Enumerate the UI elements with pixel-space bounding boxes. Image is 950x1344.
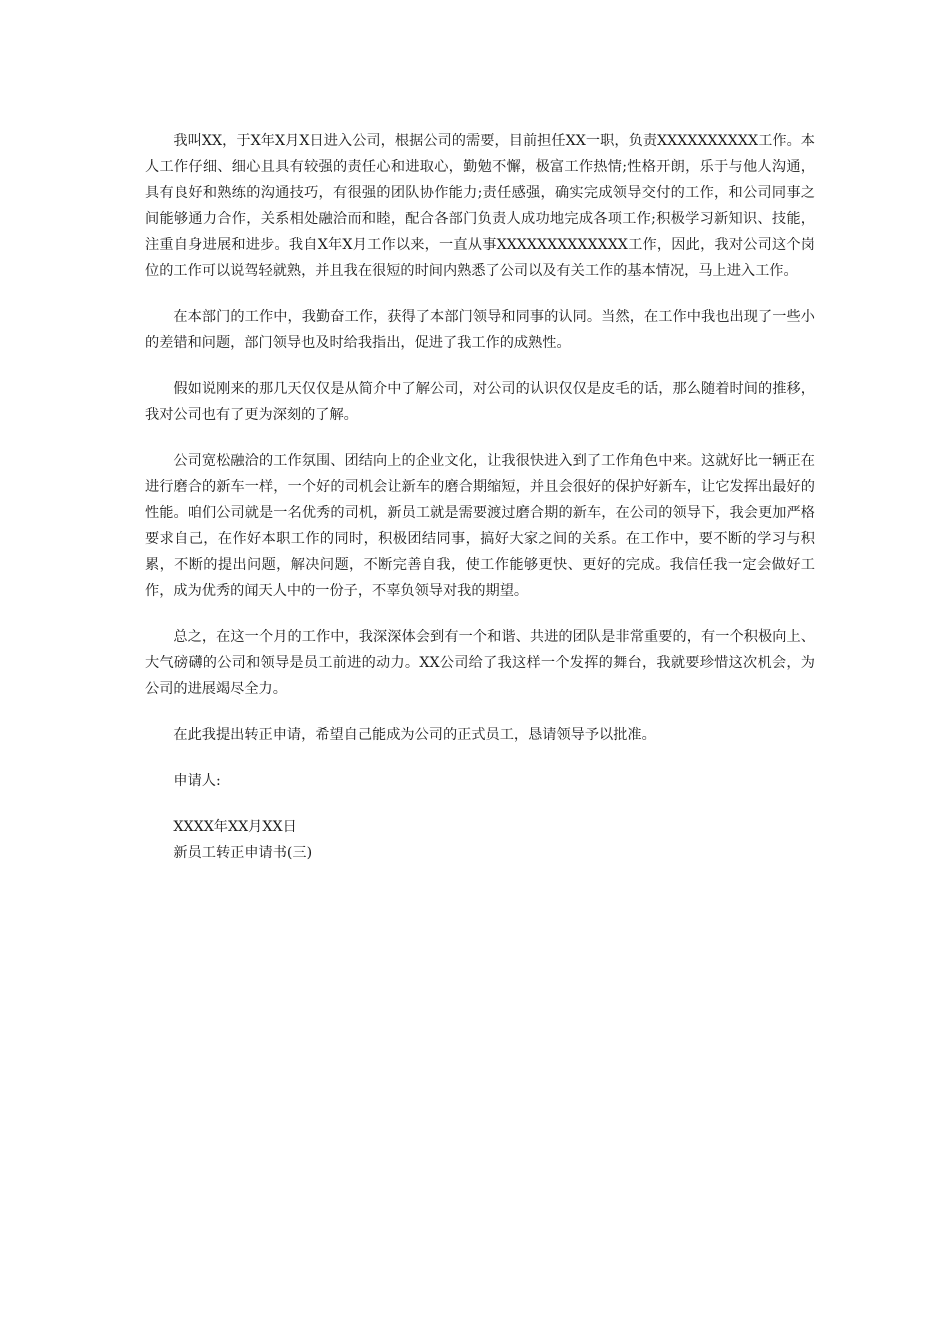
next-document-title: 新员工转正申请书(三) [173,845,313,861]
application-date: XXXX年XX月XX日 [173,819,297,835]
paragraph-company-culture: 公司宽松融洽的工作氛围、团结向上的企业文化，让我很快进入到了工作角色中来。这就好比一辆正在进行磨合的新车一样，一个好的司机会让新车的磨合期缩短，并且会很好的保护好新车，让它发挥出最好的性能。咱们公司就是一名优秀的司机，新员工就是需要渡过磨合期的新车，在公司的领导下，我会更加严格要求自己，在作好本职工作的同时，积极团结同事，搞好大家之间的关系。在工作中，要不断的学习与积累，不断的提出问题，解决问题，不断完善自我，使工作能够更快、更好的完成。我信任我一定会做好工作，成为优秀的闻天人中的一份子，不辜负领导对我的期望。 [145,453,815,599]
paragraph-summary: 总之，在这一个月的工作中，我深深体会到有一个和谐、共进的团队是非常重要的，有一个积极向上、大气磅礴的公司和领导是员工前进的动力。XX公司给了我这样一个发挥的舞台，我就要珍惜这次机会，为公司的进展竭尽全力。 [145,629,815,697]
paragraph-application-request: 在此我提出转正申请，希望自己能成为公司的正式员工，恳请领导予以批准。 [173,727,656,743]
paragraph-department-work: 在本部门的工作中，我勤奋工作，获得了本部门领导和同事的认同。当然，在工作中我也出现了一些小的差错和问题，部门领导也及时给我指出，促进了我工作的成熟性。 [145,309,815,351]
paragraph-self-introduction: 我叫XX，于X年X月X日进入公司，根据公司的需要，目前担任XX一职，负责XXXXXXXXXX工作。本人工作仔细、细心且具有较强的责任心和进取心，勤勉不懈，极富工作热情;性格开朗，乐于与他人沟通，具有良好和熟练的沟通技巧，有很强的团队协作能力;责任感强，确实完成领导交付的工作，和公司同事之间能够通力合作，关系相处融洽而和睦，配合各部门负责人成功地完成各项工作;积极学习新知识、技能，注重自身进展和进步。我自X年X月工作以来，一直从事XXXXXXXXXXXXX工作，因此，我对公司这个岗位的工作可以说驾轻就熟，并且我在很短的时间内熟悉了公司以及有关工作的基本情况，马上进入工作。 [145,133,815,279]
applicant-label: 申请人: [173,773,221,789]
paragraph-company-understanding: 假如说刚来的那几天仅仅是从简介中了解公司，对公司的认识仅仅是皮毛的话，那么随着时间的推移，我对公司也有了更为深刻的了解。 [145,381,815,423]
document-body [145,128,815,866]
